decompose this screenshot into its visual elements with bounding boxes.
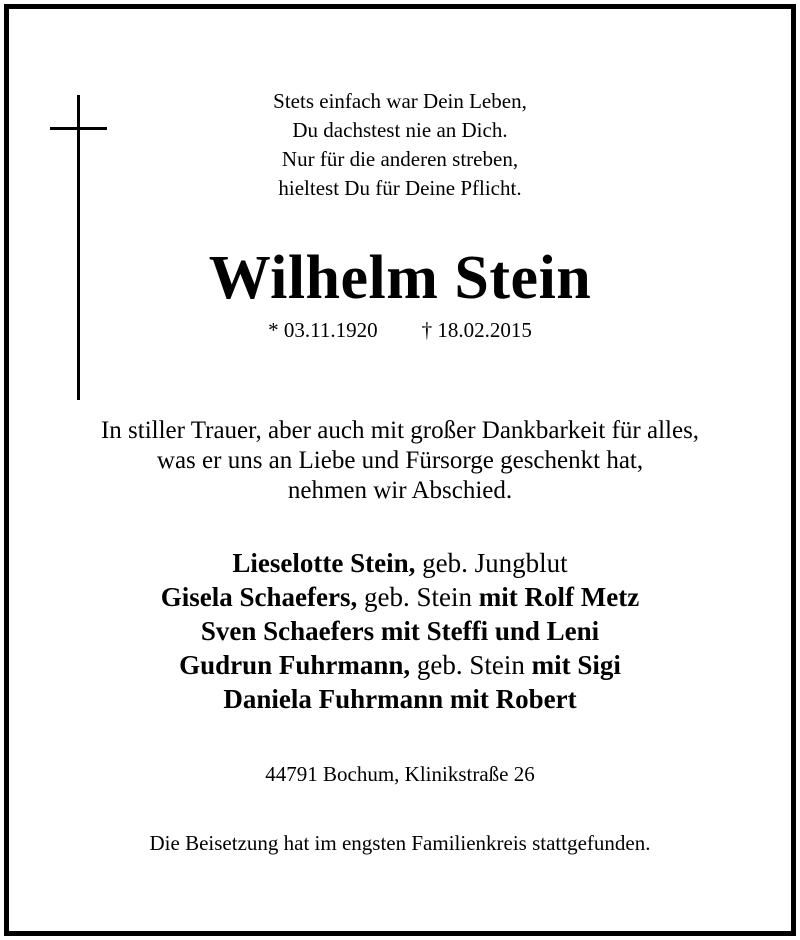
family-member: Lieselotte Stein, geb. Jungblut bbox=[232, 548, 568, 578]
family-member: Gisela Schaefers, geb. Stein mit Rolf Metz bbox=[160, 582, 640, 612]
mourning-text bbox=[0, 416, 800, 506]
birth-date: * 03.11.1920 bbox=[268, 318, 378, 342]
address: 44791 Bochum, Klinikstraße 26 bbox=[265, 762, 535, 786]
family-member: Daniela Fuhrmann mit Robert bbox=[223, 684, 577, 714]
mourning-line: nehmen wir Abschied. bbox=[287, 477, 513, 504]
poem bbox=[50, 87, 750, 203]
death-date: † 18.02.2015 bbox=[421, 318, 532, 342]
family-list bbox=[0, 546, 800, 716]
poem-line: hieltest Du für Deine Pflicht. bbox=[278, 176, 522, 200]
poem-line: Nur für die anderen streben, bbox=[281, 147, 519, 171]
mourning-line: In stiller Trauer, aber auch mit großer Dankbarkeit für alles, bbox=[100, 417, 700, 444]
family-member: Sven Schaefers mit Steffi und Leni bbox=[200, 616, 600, 646]
family-member: Gudrun Fuhrmann, geb. Stein mit Sigi bbox=[179, 650, 621, 680]
burial-note: Die Beisetzung hat im engsten Familienkreis stattgefunden. bbox=[149, 831, 651, 855]
mourning-line: was er uns an Liebe und Fürsorge geschenkt hat, bbox=[156, 447, 644, 474]
deceased-name: Wilhelm Stein bbox=[208, 244, 592, 312]
life-dates bbox=[0, 316, 800, 344]
poem-line: Du dachstest nie an Dich. bbox=[292, 118, 508, 142]
poem-line: Stets einfach war Dein Leben, bbox=[273, 89, 527, 113]
